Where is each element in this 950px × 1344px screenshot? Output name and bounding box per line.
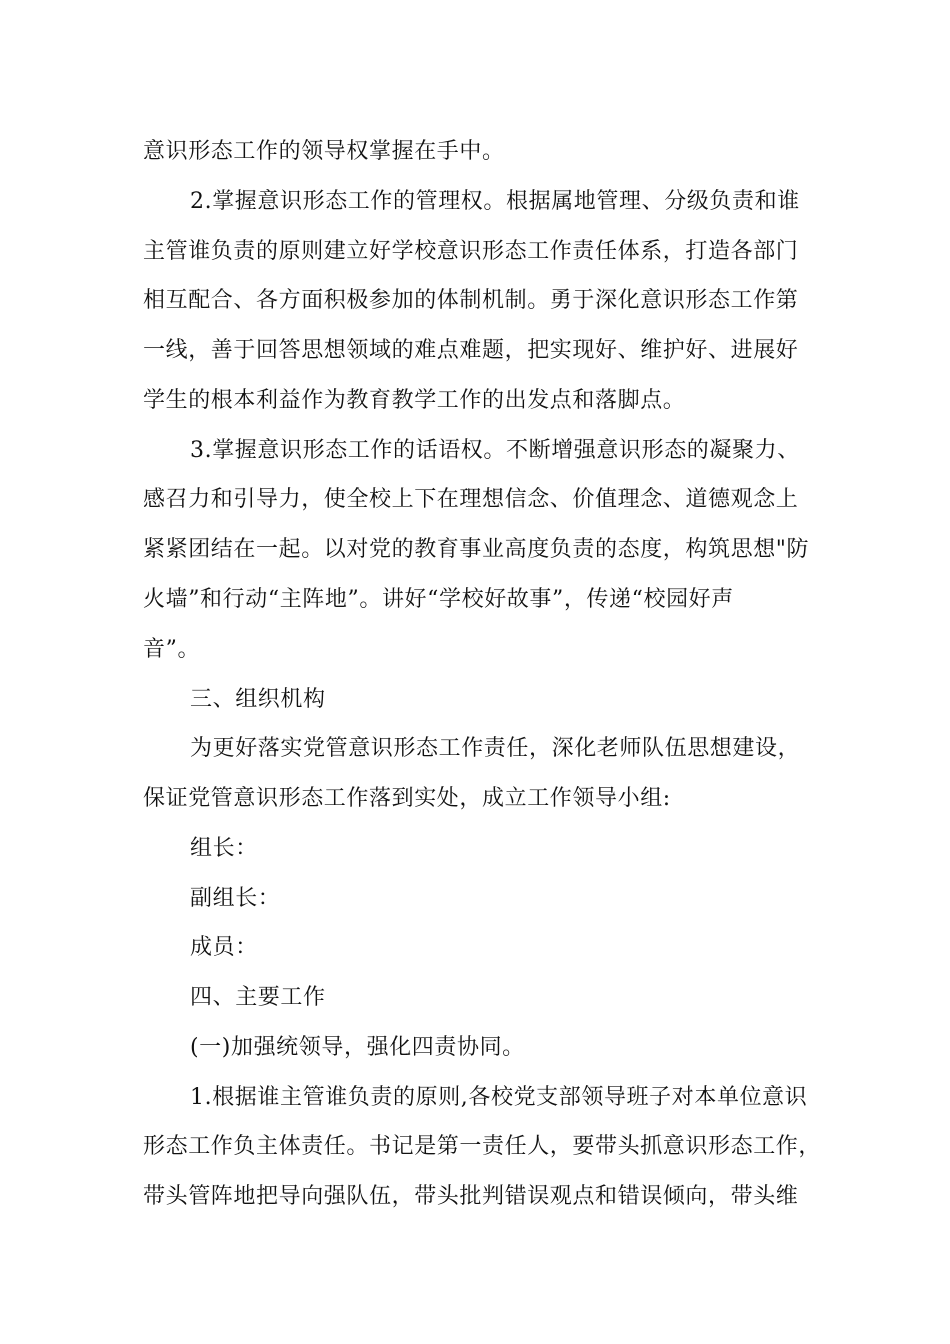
text-line-13: 为更好落实党管意识形态工作责任，深化老师队伍思想建设，	[190, 736, 801, 761]
text-line-8: 感召力和引导力，使全校上下在理想信念、价值理念、道德观念上	[143, 487, 799, 512]
section-heading-4: 四、主要工作	[190, 985, 326, 1010]
text-line-6: 学生的根本利益作为教育教学工作的出发点和落脚点。	[143, 388, 686, 413]
leader-label: 组长：	[190, 836, 258, 861]
text-line-22: 带头管阵地把导向强队伍，带头批判错误观点和错误倾向，带头维	[143, 1184, 799, 1209]
text-line-21: 形态工作负主体责任。书记是第一责任人，要带头抓意识形态工作，	[143, 1134, 822, 1159]
text-line-4: 相互配合、各方面积极参加的体制机制。勇于深化意识形态工作第	[143, 288, 799, 313]
text-line-11: 音”。	[143, 637, 201, 662]
text-line-1: 意识形态工作的领导权掌握在手中。	[143, 139, 505, 164]
text-line-20: 1.根据谁主管谁负责的原则,各校党支部领导班子对本单位意识	[190, 1085, 808, 1110]
text-line-3: 主管谁负责的原则建立好学校意识形态工作责任体系，打造各部门	[143, 239, 799, 264]
text-line-9: 紧紧团结在一起。以对党的教育事业高度负责的态度，构筑思想"防	[143, 537, 810, 562]
text-line-5: 一线，善于回答思想领域的难点难题，把实现好、维护好、进展好	[143, 338, 799, 363]
text-line-7: 3.掌握意识形态工作的话语权。不断增强意识形态的凝聚力、	[190, 438, 800, 463]
members-label: 成员：	[190, 935, 258, 960]
deputy-leader-label: 副组长：	[190, 886, 281, 911]
section-heading-3: 三、组织机构	[190, 687, 326, 712]
text-line-10: 火墙”和行动“主阵地”。讲好“学校好故事”，传递“校园好声	[143, 587, 734, 612]
text-line-2: 2.掌握意识形态工作的管理权。根据属地管理、分级负责和谁	[190, 189, 800, 214]
text-line-14: 保证党管意识形态工作落到实处，成立工作领导小组:	[143, 786, 671, 811]
subsection-heading-1: (一)加强统领导，强化四责协同。	[190, 1035, 525, 1060]
